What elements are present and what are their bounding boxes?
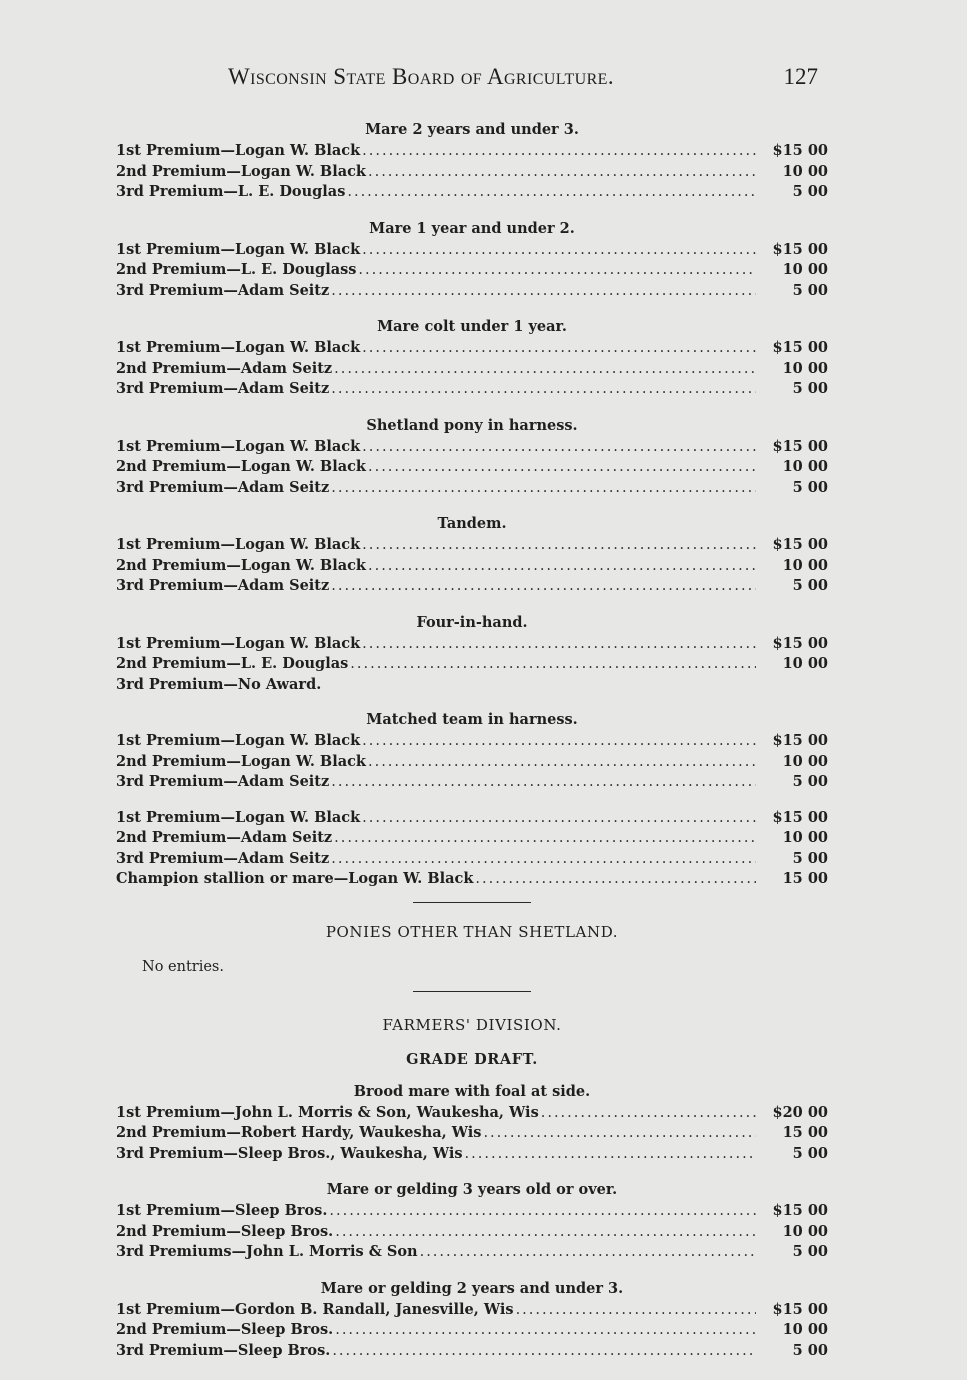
- premium-amount: 5 00: [792, 1341, 828, 1359]
- premium-row: [116, 1201, 828, 1222]
- award-class: [116, 1081, 828, 1165]
- premium-amount: 5 00: [792, 380, 828, 397]
- dot-leader: [465, 1145, 756, 1165]
- premium-amount: $15 00: [772, 1300, 828, 1318]
- premium-row: [116, 182, 828, 203]
- premium-amount: 10 00: [782, 261, 828, 278]
- premium-label: 1st Premium—Logan W. Black: [116, 634, 361, 652]
- premium-label: 2nd Premium—Sleep Bros.: [116, 1222, 334, 1240]
- premium-label: 2nd Premium—Adam Seitz: [116, 359, 333, 377]
- award-class-title: Tandem.: [437, 515, 507, 532]
- premium-row: [116, 654, 828, 675]
- dot-leader: [334, 829, 756, 849]
- premium-row: [116, 752, 828, 773]
- dot-leader: [368, 753, 756, 773]
- premium-row: [116, 1242, 828, 1263]
- dot-leader: [362, 339, 756, 359]
- premium-label: 1st Premium—Logan W. Black: [116, 142, 361, 159]
- premium-label: 3rd Premium—Adam Seitz: [116, 773, 330, 790]
- premium-row: [116, 1341, 828, 1362]
- premium-amount: 5 00: [792, 1243, 828, 1260]
- farmers-division-heading: FARMERS' DIVISION.: [382, 1015, 562, 1034]
- grade-draft-heading: GRADE DRAFT.: [406, 1050, 538, 1068]
- premium-label: 1st Premium—Logan W. Black: [116, 339, 361, 356]
- premium-label: 1st Premium—Sleep Bros.: [116, 1202, 328, 1219]
- premium-row: [116, 338, 828, 359]
- award-class: [116, 513, 828, 597]
- premium-label: 3rd Premium—No Award.: [116, 675, 322, 693]
- premium-list-part1: [116, 119, 828, 890]
- award-class-title: Mare 2 years and under 3.: [365, 121, 579, 138]
- award-class: [116, 1179, 828, 1263]
- premium-row: [116, 359, 828, 380]
- premium-amount: 5 00: [792, 849, 828, 867]
- dot-leader: [331, 850, 756, 870]
- premium-amount: 5 00: [792, 773, 828, 790]
- premium-amount: 5 00: [792, 577, 828, 594]
- premium-row: [116, 731, 828, 752]
- premium-label: 1st Premium—John L. Morris & Son, Waukesha, Wis: [116, 1103, 539, 1121]
- award-class: [116, 709, 828, 793]
- dot-leader: [362, 809, 756, 829]
- premium-row: [116, 1222, 828, 1243]
- dot-leader: [368, 458, 756, 478]
- premium-amount: 5 00: [792, 478, 828, 496]
- premium-row: [116, 772, 828, 793]
- premium-amount: 10 00: [782, 359, 828, 377]
- premium-label: 3rd Premium—Sleep Bros., Waukesha, Wis: [116, 1144, 463, 1162]
- dot-leader: [335, 1321, 756, 1341]
- premium-label: 3rd Premium—Adam Seitz: [116, 281, 330, 299]
- dot-leader: [362, 241, 756, 261]
- award-class-title: Mare or gelding 3 years old or over.: [326, 1181, 618, 1198]
- premium-amount: 5 00: [792, 281, 828, 299]
- premium-row: [116, 240, 828, 261]
- running-head: [228, 64, 818, 90]
- page-content: [116, 119, 828, 1361]
- premium-label: 2nd Premium—Robert Hardy, Waukesha, Wis: [116, 1124, 482, 1141]
- premium-row: [116, 1144, 828, 1165]
- premium-label: Champion stallion or mare—Logan W. Black: [116, 870, 474, 887]
- dot-leader: [331, 479, 756, 499]
- premium-amount: $15 00: [772, 634, 828, 652]
- award-class: [116, 612, 828, 695]
- dot-leader: [368, 557, 756, 577]
- dot-leader: [347, 183, 756, 203]
- premium-label: 2nd Premium—Sleep Bros.: [116, 1321, 334, 1338]
- premium-row: [116, 457, 828, 478]
- premium-amount: 10 00: [782, 1321, 828, 1338]
- premium-row: [116, 576, 828, 597]
- premium-amount: $15 00: [772, 536, 828, 553]
- no-entries-note: No entries.: [142, 958, 224, 975]
- premium-amount: 15 00: [782, 1124, 828, 1141]
- premium-label: 1st Premium—Gordon B. Randall, Janesville, Wis: [116, 1300, 514, 1318]
- premium-row: [116, 281, 828, 302]
- dot-leader: [331, 577, 756, 597]
- premium-row: [116, 1123, 828, 1144]
- premium-amount: $15 00: [772, 339, 828, 356]
- award-class-title: Mare 1 year and under 2.: [369, 219, 575, 237]
- dot-leader: [335, 1223, 756, 1243]
- dot-leader: [483, 1124, 756, 1144]
- ponies-heading: PONIES OTHER THAN SHETLAND.: [325, 922, 619, 941]
- premium-row: [116, 808, 828, 829]
- award-class: [116, 119, 828, 203]
- premium-label: 2nd Premium—L. E. Douglas: [116, 655, 349, 672]
- premium-row: [116, 437, 828, 458]
- dot-leader: [331, 282, 756, 302]
- premium-label: 2nd Premium—Adam Seitz: [116, 829, 333, 846]
- dot-leader: [368, 163, 756, 183]
- dot-leader: [362, 732, 756, 752]
- award-class: [116, 316, 828, 400]
- dot-leader: [332, 1342, 756, 1362]
- premium-amount: 5 00: [792, 183, 828, 200]
- premium-label: 1st Premium—Logan W. Black: [116, 437, 361, 455]
- running-head-title: Wisconsin State Board of Agriculture.: [228, 64, 614, 89]
- premium-row: [116, 141, 828, 162]
- premium-amount: $15 00: [772, 808, 828, 826]
- premium-amount: $15 00: [772, 142, 828, 159]
- dot-leader: [475, 870, 756, 890]
- premium-label: 3rd Premium—Adam Seitz: [116, 380, 330, 397]
- premium-label: 1st Premium—Logan W. Black: [116, 808, 361, 826]
- premium-amount: 10 00: [782, 752, 828, 770]
- award-class-title: Brood mare with foal at side.: [353, 1082, 591, 1100]
- premium-label: 1st Premium—Logan W. Black: [116, 536, 361, 553]
- dot-leader: [362, 536, 756, 556]
- premium-amount: 10 00: [782, 162, 828, 180]
- premium-row: [116, 478, 828, 499]
- dot-leader: [329, 1202, 756, 1222]
- premium-label: 3rd Premiums—John L. Morris & Son: [116, 1243, 418, 1260]
- award-class-title: Mare colt under 1 year.: [377, 318, 567, 335]
- premium-amount: 10 00: [782, 458, 828, 475]
- premium-amount: 10 00: [782, 1222, 828, 1240]
- award-class: [116, 808, 828, 890]
- premium-row: [116, 379, 828, 400]
- premium-row: [116, 162, 828, 183]
- premium-label: 2nd Premium—Logan W. Black: [116, 752, 366, 770]
- premium-row: [116, 849, 828, 870]
- premium-label: 2nd Premium—Logan W. Black: [116, 458, 366, 475]
- premium-amount: $15 00: [772, 732, 828, 749]
- premium-label: 3rd Premium—L. E. Douglas: [116, 183, 346, 200]
- dot-leader: [362, 635, 756, 655]
- premium-row: [116, 634, 828, 655]
- premium-amount: 10 00: [782, 556, 828, 574]
- award-class: [116, 218, 828, 302]
- premium-row: [116, 1300, 828, 1321]
- award-class-title: Four-in-hand.: [416, 613, 528, 631]
- dot-leader: [362, 142, 756, 162]
- dot-leader: [420, 1243, 756, 1263]
- premium-label: 3rd Premium—Adam Seitz: [116, 577, 330, 594]
- premium-amount: $15 00: [772, 437, 828, 455]
- premium-row: [116, 869, 828, 890]
- premium-amount: 15 00: [782, 870, 828, 887]
- award-class: [116, 1278, 828, 1362]
- award-class-title: Mare or gelding 2 years and under 3.: [320, 1279, 624, 1297]
- premium-amount: $20 00: [772, 1103, 828, 1121]
- dot-leader: [516, 1301, 756, 1321]
- premium-amount: 10 00: [782, 829, 828, 846]
- premium-label: 2nd Premium—L. E. Douglass: [116, 261, 357, 278]
- premium-row: [116, 556, 828, 577]
- premium-row: [116, 1103, 828, 1124]
- page-number: 127: [783, 64, 818, 89]
- dot-leader: [331, 380, 756, 400]
- dot-leader: [362, 438, 756, 458]
- premium-row: [116, 1320, 828, 1341]
- premium-row: [116, 675, 828, 695]
- dot-leader: [358, 261, 756, 281]
- award-class-title: Matched team in harness.: [366, 711, 578, 728]
- premium-amount: 10 00: [782, 655, 828, 672]
- dot-leader: [541, 1104, 756, 1124]
- premium-amount: $15 00: [772, 1202, 828, 1219]
- dot-leader: [350, 655, 756, 675]
- premium-row: [116, 260, 828, 281]
- premium-label: 3rd Premium—Adam Seitz: [116, 478, 330, 496]
- premium-row: [116, 828, 828, 849]
- dot-leader: [334, 360, 756, 380]
- award-class-title: Shetland pony in harness.: [366, 416, 578, 434]
- premium-list-farmers: [116, 1081, 828, 1362]
- dot-leader: [331, 773, 756, 793]
- premium-label: 3rd Premium—Sleep Bros.: [116, 1341, 331, 1359]
- premium-label: 3rd Premium—Adam Seitz: [116, 849, 330, 867]
- premium-row: [116, 535, 828, 556]
- premium-amount: 5 00: [792, 1144, 828, 1162]
- premium-label: 1st Premium—Logan W. Black: [116, 240, 361, 258]
- premium-label: 1st Premium—Logan W. Black: [116, 732, 361, 749]
- premium-amount: $15 00: [772, 240, 828, 258]
- award-class: [116, 415, 828, 499]
- premium-label: 2nd Premium—Logan W. Black: [116, 162, 366, 180]
- premium-label: 2nd Premium—Logan W. Black: [116, 556, 366, 574]
